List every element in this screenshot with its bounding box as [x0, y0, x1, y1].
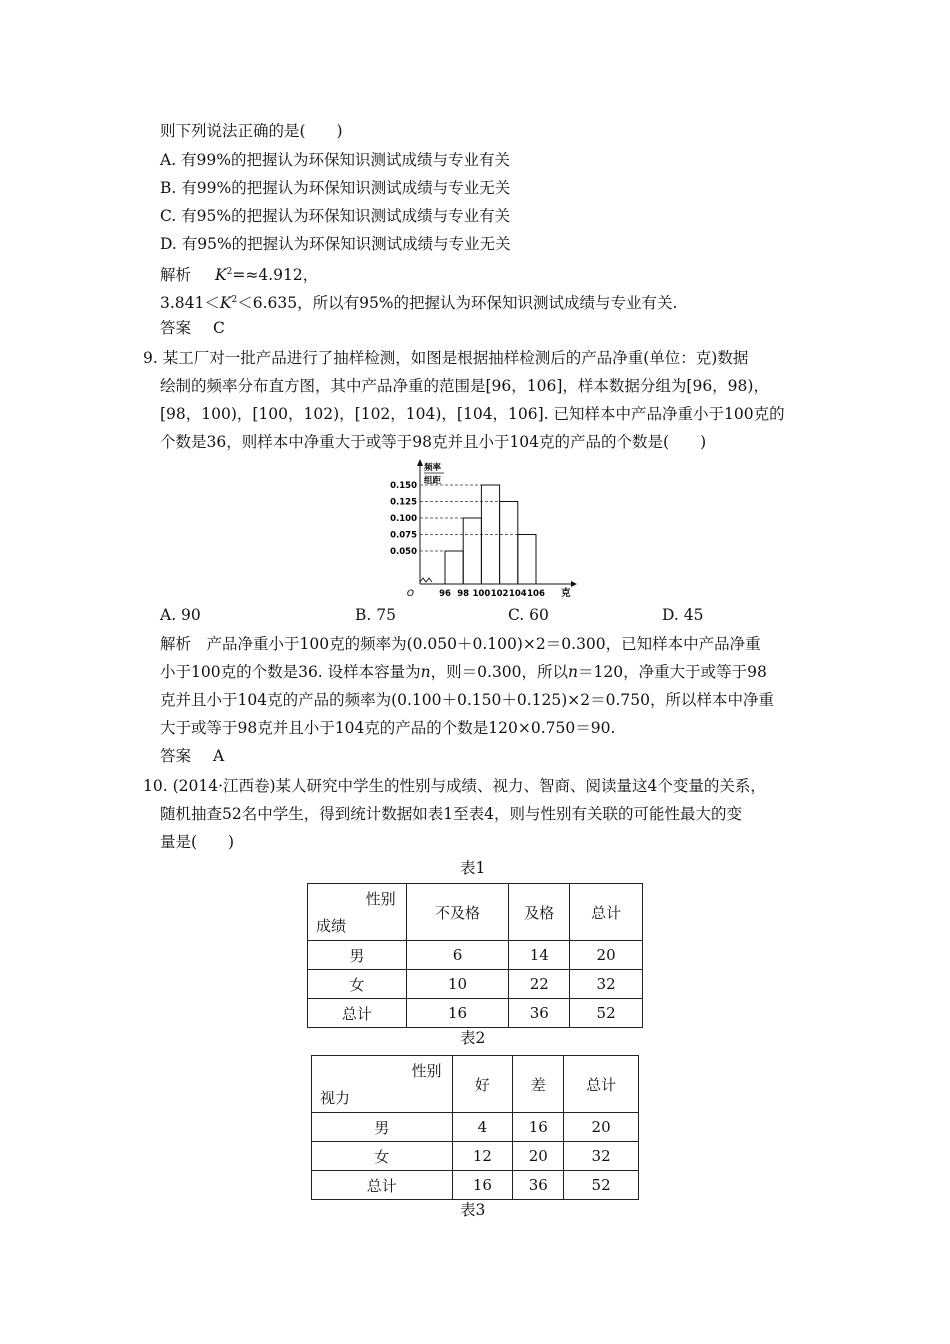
q8-k-symbol-2: K: [219, 294, 232, 313]
axis-break-mark: [420, 578, 432, 582]
table1-cell: 20: [570, 941, 643, 970]
y-tick-label: 0.150: [390, 481, 417, 491]
q8-answer: [160, 318, 225, 338]
q8-analysis-label: 解析: [160, 266, 192, 285]
y-tick-label: 0.075: [390, 530, 417, 541]
q8-analysis-bound-low: 3.841＜: [160, 294, 220, 313]
table1-cell: 36: [509, 999, 570, 1028]
q9-stem-line1: 9. 某工厂对一批产品进行了抽样检测，如图是根据抽样检测后的产品净重(单位：克)数据: [143, 349, 749, 367]
q9-var-n-2: n: [568, 663, 579, 681]
q10-stem-line1: 10. (2014·江西卷)某人研究中学生的性别与成绩、视力、智商、阅读量这4个变量的关系，: [143, 777, 766, 795]
y-axis-label-bottom: 组距: [424, 476, 442, 486]
table-row: [312, 1142, 639, 1171]
y-tick-label: 0.125: [390, 497, 417, 508]
x-tick-label: 98: [457, 589, 470, 598]
histogram-bar: [518, 535, 536, 585]
table1: [307, 883, 643, 1028]
q9-option-c: C. 60: [508, 606, 549, 624]
q8-option-b: B. 有99%的把握认为环保知识测试成绩与专业无关: [160, 179, 511, 197]
table2-cell: 20: [513, 1142, 564, 1171]
q10-stem-line3: 量是( ): [160, 833, 235, 851]
table1-header: 不及格: [406, 884, 509, 941]
table2-cell: 52: [564, 1171, 639, 1200]
table1-header: 总计: [570, 884, 643, 941]
q8-analysis-line1: 解析 $K^2=\approx 4.912$，: [160, 266, 319, 285]
table1-corner: [308, 884, 407, 941]
table1-caption: 表1: [460, 859, 486, 877]
q9-option-d: D. 45: [662, 606, 704, 624]
q9-analysis-part3: ＝120，净重大于或等于98: [578, 663, 767, 681]
table2-cell: 32: [564, 1142, 639, 1171]
x-axis-label: 克: [561, 588, 571, 598]
frequency-histogram: [375, 458, 585, 598]
table1-corner-top: 性别: [365, 890, 396, 908]
table2-caption: 表2: [460, 1029, 486, 1047]
q9-option-a: A. 90: [160, 606, 201, 624]
q9-answer-label: 答案: [160, 747, 192, 765]
origin-label: O: [406, 589, 414, 598]
histogram-bar: [500, 502, 518, 585]
table2-corner-bottom: 视力: [320, 1089, 351, 1107]
table1-cell: 16: [406, 999, 509, 1028]
table2: [311, 1055, 639, 1200]
q9-analysis-line1: 解析 产品净重小于100克的频率为(0.050＋0.100)×2＝0.300，已知样本中产品净重: [160, 635, 761, 653]
q9-analysis-line2: [160, 662, 767, 682]
q8-answer-label: 答案: [160, 319, 192, 337]
table2-corner-top: 性别: [411, 1062, 442, 1080]
y-axis-arrow: [417, 459, 423, 466]
table2-cell: 16: [452, 1171, 513, 1200]
table2-cell: 20: [564, 1113, 639, 1142]
y-tick-label: 0.050: [390, 547, 417, 557]
x-axis-arrow: [571, 581, 577, 587]
histogram-bar: [463, 518, 481, 584]
q8-analysis-conclusion: ＜6.635，所以有95%的把握认为环保知识测试成绩与专业有关.: [237, 294, 678, 313]
table-row: [308, 941, 643, 970]
table1-cell: 22: [509, 970, 570, 999]
table2-cell: 36: [513, 1171, 564, 1200]
table1-corner-bottom: 成绩: [316, 917, 347, 935]
table1-cell: 6: [406, 941, 509, 970]
x-tick-label: 100: [472, 589, 491, 598]
q9-analysis-line4: 大于或等于98克并且小于104克的产品的个数是120×0.750＝90.: [160, 719, 616, 737]
table2-header: 差: [513, 1056, 564, 1113]
q10-stem-line2: 随机抽查52名中学生，得到统计数据如表1至表4，则与性别有关联的可能性最大的变: [160, 805, 742, 823]
q9-answer-value: A: [213, 747, 225, 765]
q8-k-symbol: K: [215, 266, 227, 285]
q9-var-n: n: [420, 663, 431, 681]
y-axis-label-top: 频率: [424, 463, 442, 473]
table-row: [312, 1171, 639, 1200]
q9-stem-line3: [98，100)，[100，102)，[102，104)，[104，106]. 已知样本中产品净重小于100克的: [160, 405, 785, 423]
q9-stem-line4: 个数是36，则样本中净重大于或等于98克并且小于104克的产品的个数是( ): [160, 433, 707, 451]
q9-analysis-line3: 克并且小于104克的产品的频率为(0.100＋0.150＋0.125)×2＝0.750，所以样本中净重: [160, 691, 775, 709]
table1-cell: 52: [570, 999, 643, 1028]
q9-option-b: B. 75: [355, 606, 396, 624]
table1-cell: 32: [570, 970, 643, 999]
table2-cell: 12: [452, 1142, 513, 1171]
table1-cell: 总计: [308, 999, 407, 1028]
x-tick-label: 96: [439, 589, 451, 598]
table2-cell: 16: [513, 1113, 564, 1142]
q8-option-d: D. 有95%的把握认为环保知识测试成绩与专业无关: [160, 235, 511, 253]
table2-header: 总计: [564, 1056, 639, 1113]
table2-corner: [312, 1056, 453, 1113]
table2-cell: 总计: [312, 1171, 453, 1200]
table1-cell: 10: [406, 970, 509, 999]
q8-stem: 则下列说法正确的是( ): [160, 122, 343, 140]
table1-cell: 女: [308, 970, 407, 999]
x-tick-label: 104: [508, 589, 527, 598]
q9-analysis-part1: 小于100克的个数是36. 设样本容量为: [160, 663, 421, 681]
table-row: [308, 970, 643, 999]
y-tick-label: 0.100: [390, 514, 417, 524]
table-row: [312, 1113, 639, 1142]
table2-header: 好: [452, 1056, 513, 1113]
table2-cell: 男: [312, 1113, 453, 1142]
table1-cell: 14: [509, 941, 570, 970]
table1-cell: 男: [308, 941, 407, 970]
table2-cell: 4: [452, 1113, 513, 1142]
q8-option-a: A. 有99%的把握认为环保知识测试成绩与专业有关: [160, 151, 511, 169]
q9-stem-line2: 绘制的频率分布直方图，其中产品净重的范围是[96，106]，样本数据分组为[96，98)，: [160, 377, 769, 395]
q9-analysis-part2: ，则＝0.300，所以: [430, 663, 569, 681]
table3-caption: 表3: [460, 1201, 486, 1219]
q8-option-c: C. 有95%的把握认为环保知识测试成绩与专业有关: [160, 207, 511, 225]
table2-cell: 女: [312, 1142, 453, 1171]
q8-analysis-line2: $3.841<K^2<6.635$，所以有95%的把握认为环保知识测试成绩与专业有关.: [160, 294, 678, 313]
histogram-bar: [445, 551, 463, 584]
table1-header: 及格: [509, 884, 570, 941]
table-row: [308, 999, 643, 1028]
q8-k-value: =≈4.912，: [232, 266, 319, 285]
q9-answer: [160, 746, 224, 766]
x-tick-label: 102: [490, 589, 509, 598]
x-tick-label: 106: [527, 589, 545, 598]
q8-answer-value: C: [213, 319, 225, 337]
